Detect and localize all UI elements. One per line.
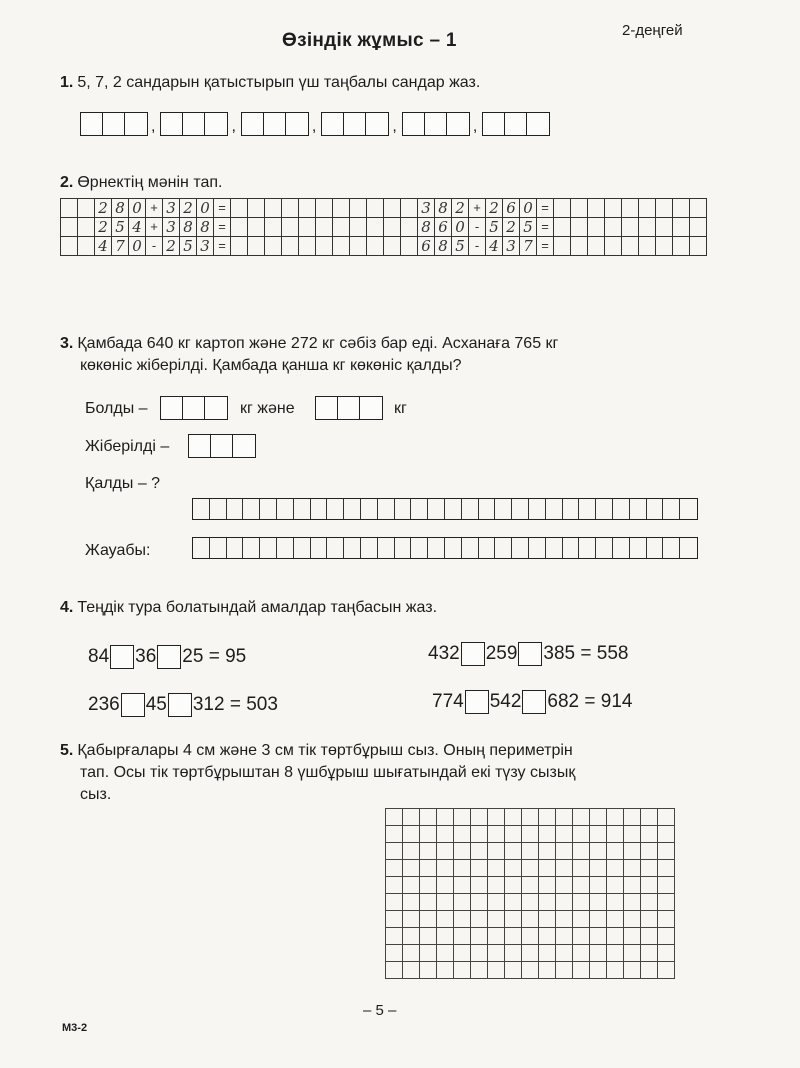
grid-cell[interactable] [61, 218, 78, 237]
eq-1-a: 84 [88, 646, 110, 667]
grid-cell[interactable]: 2 [503, 218, 520, 237]
grid-cell[interactable]: = [537, 199, 554, 218]
had-box-2[interactable] [315, 396, 383, 420]
grid-cell[interactable] [690, 199, 707, 218]
comma-separator: , [151, 118, 156, 135]
grid-cell[interactable]: 6 [435, 218, 452, 237]
grid-cell[interactable]: 7 [112, 237, 129, 256]
kg-and-label: кг және [240, 400, 295, 417]
grid-cell[interactable] [639, 237, 656, 256]
equation-4 [432, 690, 632, 714]
grid-cell[interactable]: 2 [452, 199, 469, 218]
grid-cell[interactable] [248, 237, 265, 256]
grid-cell[interactable]: 0 [197, 199, 214, 218]
sent-label: Жіберілді – [85, 438, 170, 455]
eq-4-c: 682 = 914 [547, 691, 633, 712]
task-3-number: 3. [60, 335, 74, 352]
equation-1 [88, 645, 246, 669]
grid-cell[interactable] [588, 237, 605, 256]
grid-cell[interactable] [656, 237, 673, 256]
grid-cell[interactable] [554, 218, 571, 237]
grid-cell[interactable] [690, 237, 707, 256]
grid-cell[interactable] [639, 218, 656, 237]
task-5-line-3: сыз. [80, 786, 112, 803]
grid-cell[interactable] [554, 199, 571, 218]
task-4-instruction: Теңдік тура болатындай амалдар таңбасын жаз. [77, 599, 438, 616]
grid-cell[interactable]: 8 [112, 199, 129, 218]
grid-cell[interactable]: 3 [163, 199, 180, 218]
eq-2-b: 259 [485, 643, 518, 664]
grid-cell[interactable] [384, 199, 401, 218]
grid-cell[interactable] [673, 218, 690, 237]
grid-cell[interactable]: + [146, 199, 163, 218]
equation-2 [428, 642, 628, 666]
task-1-instruction: 5, 7, 2 сандарын қатыстырып үш таңбалы сандар жаз. [77, 74, 481, 91]
task-1-number: 1. [60, 74, 74, 91]
comma-separator: , [231, 118, 236, 135]
task-2-text [60, 172, 223, 194]
grid-cell[interactable]: 0 [129, 237, 146, 256]
grid-cell[interactable] [265, 218, 282, 237]
grid-cell[interactable] [78, 218, 95, 237]
grid-cell[interactable] [299, 218, 316, 237]
eq-3-a: 236 [88, 694, 120, 715]
drawing-grid[interactable] [385, 808, 675, 979]
eq-4-b: 542 [489, 691, 522, 712]
grid-cell[interactable]: 5 [520, 218, 537, 237]
answer-row[interactable] [192, 537, 698, 559]
task-4-number: 4. [60, 599, 74, 616]
operator-box[interactable] [522, 690, 546, 714]
eq-2-a: 432 [428, 643, 460, 664]
grid-cell[interactable]: - [469, 237, 486, 256]
grid-cell[interactable]: 3 [418, 199, 435, 218]
task-3-text [60, 333, 740, 377]
grid-cell[interactable] [316, 237, 333, 256]
grid-cell[interactable]: 7 [520, 237, 537, 256]
task-3-line-1: Қамбада 640 кг картоп және 272 кг сәбіз бар еді. Асханаға 765 кг [77, 335, 559, 352]
grid-cell[interactable]: 2 [95, 218, 112, 237]
solution-row[interactable] [192, 498, 698, 520]
operator-box[interactable] [461, 642, 485, 666]
grid-cell[interactable] [673, 199, 690, 218]
left-label: Қалды – ? [85, 475, 161, 492]
grid-cell[interactable] [622, 199, 639, 218]
grid-cell[interactable] [622, 237, 639, 256]
grid-cell[interactable]: 5 [452, 237, 469, 256]
task-4-text [60, 597, 437, 619]
grid-cell[interactable]: 8 [418, 218, 435, 237]
grid-cell[interactable]: = [537, 237, 554, 256]
number-box[interactable] [321, 112, 389, 136]
grid-cell[interactable]: - [146, 237, 163, 256]
grid-cell[interactable] [350, 237, 367, 256]
grid-cell[interactable]: 3 [163, 218, 180, 237]
grid-cell[interactable]: 2 [180, 199, 197, 218]
comma-separator: , [311, 118, 317, 135]
level-label: 2-деңгей [622, 22, 683, 39]
grid-cell[interactable]: = [214, 237, 231, 256]
grid-cell[interactable] [367, 237, 384, 256]
grid-cell[interactable] [316, 199, 333, 218]
grid-cell[interactable] [656, 218, 673, 237]
operator-box[interactable] [110, 645, 134, 669]
task-2-number: 2. [60, 174, 74, 191]
grid-cell[interactable]: 0 [520, 199, 537, 218]
grid-cell[interactable]: 0 [129, 199, 146, 218]
eq-1-c: 25 = 95 [182, 646, 247, 667]
expression-row [61, 199, 707, 218]
page-code: М3-2 [62, 1022, 88, 1034]
grid-cell[interactable]: 5 [112, 218, 129, 237]
grid-cell[interactable] [282, 237, 299, 256]
grid-cell[interactable] [571, 199, 588, 218]
grid-cell[interactable]: = [537, 218, 554, 237]
grid-cell[interactable] [588, 218, 605, 237]
grid-cell[interactable] [248, 218, 265, 237]
grid-cell[interactable] [605, 199, 622, 218]
eq-1-b: 36 [135, 646, 157, 667]
grid-cell[interactable] [639, 199, 656, 218]
grid-cell[interactable] [401, 237, 418, 256]
operator-box[interactable] [121, 693, 145, 717]
eq-2-c: 385 = 558 [543, 643, 629, 664]
grid-cell[interactable]: 4 [486, 237, 503, 256]
task-5-text [60, 740, 760, 806]
grid-cell[interactable] [401, 199, 418, 218]
grid-cell[interactable] [588, 199, 605, 218]
grid-cell[interactable] [690, 218, 707, 237]
grid-cell[interactable] [282, 199, 299, 218]
grid-cell[interactable] [265, 199, 282, 218]
sent-box[interactable] [188, 434, 256, 458]
grid-cell[interactable]: 4 [129, 218, 146, 237]
grid-cell[interactable]: = [214, 218, 231, 237]
grid-cell[interactable] [554, 237, 571, 256]
grid-cell[interactable] [673, 237, 690, 256]
eq-3-b: 45 [145, 694, 167, 715]
grid-cell[interactable] [78, 237, 95, 256]
grid-cell[interactable] [316, 218, 333, 237]
comma-separator: , [472, 118, 478, 135]
grid-cell[interactable] [367, 218, 384, 237]
operator-box[interactable] [168, 693, 192, 717]
page-number: – 5 – [363, 1002, 397, 1019]
grid-cell[interactable]: 8 [435, 237, 452, 256]
number-box[interactable] [160, 112, 228, 136]
grid-cell[interactable] [248, 199, 265, 218]
grid-cell[interactable] [384, 237, 401, 256]
grid-cell[interactable] [333, 237, 350, 256]
grid-cell[interactable] [282, 218, 299, 237]
kg-label: кг [394, 400, 407, 417]
grid-cell[interactable] [571, 237, 588, 256]
grid-cell[interactable] [231, 199, 248, 218]
grid-cell[interactable] [299, 199, 316, 218]
grid-cell[interactable]: + [146, 218, 163, 237]
operator-box[interactable] [465, 690, 489, 714]
grid-cell[interactable] [350, 199, 367, 218]
grid-cell[interactable] [605, 218, 622, 237]
operator-box[interactable] [157, 645, 181, 669]
grid-cell[interactable]: 4 [95, 237, 112, 256]
number-box[interactable] [241, 112, 309, 136]
grid-cell[interactable]: 5 [180, 237, 197, 256]
page-title: Өзіндік жұмыс – 1 [282, 30, 457, 51]
grid-cell[interactable] [61, 199, 78, 218]
operator-box[interactable] [518, 642, 542, 666]
task-2-instruction: Өрнектің мәнін тап. [77, 174, 223, 191]
answer-label: Жауабы: [85, 542, 151, 559]
task-5-line-1: Қабырғалары 4 см және 3 см тік төртбұрыш сыз. Оның периметрін [77, 742, 573, 759]
grid-cell[interactable] [265, 237, 282, 256]
number-box[interactable] [402, 112, 470, 136]
grid-cell[interactable] [231, 237, 248, 256]
task-2-grid [60, 198, 707, 256]
grid-cell[interactable]: 0 [452, 218, 469, 237]
eq-4-a: 774 [432, 691, 464, 712]
grid-cell[interactable]: 3 [197, 237, 214, 256]
grid-cell[interactable]: + [469, 199, 486, 218]
grid-cell[interactable] [333, 199, 350, 218]
grid-cell[interactable] [61, 237, 78, 256]
expression-row [61, 237, 707, 256]
grid-cell[interactable]: 8 [197, 218, 214, 237]
grid-cell[interactable]: 3 [503, 237, 520, 256]
grid-cell[interactable]: 2 [486, 199, 503, 218]
grid-cell[interactable] [299, 237, 316, 256]
number-box[interactable] [482, 112, 550, 136]
comma-separator: , [392, 118, 397, 135]
grid-cell[interactable]: = [214, 199, 231, 218]
task-5-line-2: тап. Осы тік төртбұрыштан 8 үшбұрыш шығатындай екі түзу сызық [80, 764, 576, 781]
had-box-1[interactable] [160, 396, 228, 420]
number-box[interactable] [80, 112, 148, 136]
grid-cell[interactable] [350, 218, 367, 237]
grid-cell[interactable] [333, 218, 350, 237]
task-3-line-2: көкөніс жіберілді. Қамбада қанша кг көкөніс қалды? [80, 357, 462, 374]
grid-cell[interactable]: 2 [95, 199, 112, 218]
task-5-number: 5. [60, 742, 74, 759]
grid-cell[interactable] [78, 199, 95, 218]
expression-row [61, 218, 707, 237]
eq-3-c: 312 = 503 [192, 694, 278, 715]
task-1-answer-boxes [80, 112, 550, 136]
task-1-text [60, 72, 480, 94]
equation-3 [88, 693, 278, 717]
grid-cell[interactable] [401, 218, 418, 237]
grid-cell[interactable] [384, 218, 401, 237]
grid-cell[interactable]: 5 [486, 218, 503, 237]
grid-cell[interactable] [656, 199, 673, 218]
grid-cell[interactable] [571, 218, 588, 237]
grid-cell[interactable] [605, 237, 622, 256]
grid-cell[interactable]: 2 [163, 237, 180, 256]
grid-cell[interactable] [367, 199, 384, 218]
grid-cell[interactable] [231, 218, 248, 237]
grid-cell[interactable]: 8 [435, 199, 452, 218]
grid-cell[interactable]: 8 [180, 218, 197, 237]
grid-cell[interactable] [622, 218, 639, 237]
grid-cell[interactable]: 6 [418, 237, 435, 256]
grid-cell[interactable]: - [469, 218, 486, 237]
grid-cell[interactable]: 6 [503, 199, 520, 218]
had-label: Болды – [85, 400, 148, 417]
